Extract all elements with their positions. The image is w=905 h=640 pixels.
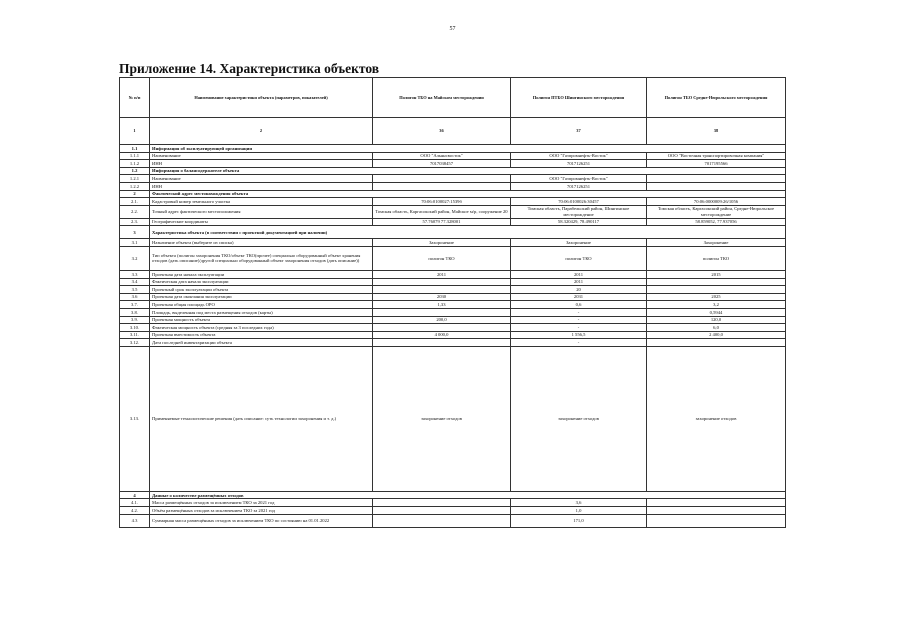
cell-object-2: 20 bbox=[511, 286, 647, 294]
row-label: Фактическая дата начала эксплуатации bbox=[150, 278, 373, 286]
table-row bbox=[120, 514, 786, 527]
column-number-row bbox=[120, 118, 786, 145]
cell-object-3 bbox=[647, 286, 786, 294]
cell-object-2: 7017126251 bbox=[511, 160, 647, 168]
section-title: Информация об эксплуатирующей организации bbox=[150, 145, 786, 153]
table-row bbox=[120, 316, 786, 324]
table-row bbox=[120, 175, 786, 183]
table-row bbox=[120, 239, 786, 247]
cell-object-2: 171,0 bbox=[511, 514, 647, 527]
section-row bbox=[120, 167, 786, 175]
row-number: 3.10. bbox=[120, 324, 150, 332]
table-row bbox=[120, 278, 786, 286]
col-number-name: 2 bbox=[150, 118, 373, 145]
characteristics-table bbox=[119, 77, 786, 528]
row-number: 3.11. bbox=[120, 331, 150, 339]
cell-object-1: 2030 bbox=[373, 293, 511, 301]
row-number: 3.7. bbox=[120, 301, 150, 309]
cell-object-2: 0,6 bbox=[511, 301, 647, 309]
cell-object-1 bbox=[373, 324, 511, 332]
cell-object-2: 1 556,5 bbox=[511, 331, 647, 339]
row-number: 2.1. bbox=[120, 198, 150, 206]
cell-object-2: - bbox=[511, 324, 647, 332]
cell-object-3: захоронение отходов bbox=[647, 346, 786, 491]
cell-object-3 bbox=[647, 507, 786, 515]
row-label: Географические координаты bbox=[150, 218, 373, 226]
row-number: 3.9. bbox=[120, 316, 150, 324]
section-title: Фактический адрес местонахождения объекта bbox=[150, 190, 786, 198]
document-title: Приложение 14. Характеристика объектов bbox=[119, 61, 380, 76]
section-title: Данные о количестве размещённых отходов bbox=[150, 491, 786, 499]
row-label: Точный адрес фактического местоположения bbox=[150, 205, 373, 218]
header-object-3: Полигон ТБО Средне-Нюрольского месторождения bbox=[647, 78, 786, 118]
table-header-row bbox=[120, 78, 786, 118]
row-number: 4 bbox=[120, 491, 150, 499]
row-number: 3.2 bbox=[120, 246, 150, 270]
table-row bbox=[120, 218, 786, 226]
row-label: ИНН bbox=[150, 160, 373, 168]
row-label: Тип объекта (полигон захоронения ТКО/объект ТКО(прочее) специально оборудованный объект хранения отходов (дать описание)/другой специально оборудованный объект захоронения отходов (дать описание)) bbox=[150, 246, 373, 270]
row-number: 3.1 bbox=[120, 239, 150, 247]
cell-object-1: 2011 bbox=[373, 270, 511, 278]
cell-object-2: ООО "Газпромнефть-Восток" bbox=[511, 175, 647, 183]
cell-object-2: 2011 bbox=[511, 278, 647, 286]
table-row bbox=[120, 324, 786, 332]
cell-object-3: ООО "Восточная транспортировочная компания" bbox=[647, 152, 786, 160]
row-number: 3.13. bbox=[120, 346, 150, 491]
header-object-1: Полигон ТБО на Майском месторождении bbox=[373, 78, 511, 118]
cell-object-2: Томская область, Парабельский район, Шингинское месторождение bbox=[511, 205, 647, 218]
row-number: 1.1.1 bbox=[120, 152, 150, 160]
row-number: 1.2.1 bbox=[120, 175, 150, 183]
row-label: Проектная мощность объекта bbox=[150, 316, 373, 324]
cell-object-1: 1,33 bbox=[373, 301, 511, 309]
row-number: 2.3. bbox=[120, 218, 150, 226]
row-number: 1.2 bbox=[120, 167, 150, 175]
row-label: Наименование bbox=[150, 152, 373, 160]
cell-object-3 bbox=[647, 278, 786, 286]
header-num: № п/п bbox=[120, 78, 150, 118]
cell-object-2: захоронение отходов bbox=[511, 346, 647, 491]
cell-object-2: 70:06:0100026:30457 bbox=[511, 198, 647, 206]
row-label: Проектная дата начала эксплуатации bbox=[150, 270, 373, 278]
table-row bbox=[120, 270, 786, 278]
cell-object-1 bbox=[373, 499, 511, 507]
cell-object-3: 2025 bbox=[647, 293, 786, 301]
table-row bbox=[120, 293, 786, 301]
cell-object-3 bbox=[647, 514, 786, 527]
cell-object-2: 2011 bbox=[511, 270, 647, 278]
row-label: Назначение объекта (выберите из списка) bbox=[150, 239, 373, 247]
cell-object-3 bbox=[647, 499, 786, 507]
row-number: 3.5 bbox=[120, 286, 150, 294]
table-row bbox=[120, 339, 786, 347]
row-label: Масса размещённых отходов за исключением ТКО за 2021 год bbox=[150, 499, 373, 507]
cell-object-3: 3,2 bbox=[647, 301, 786, 309]
row-number: 3.4 bbox=[120, 278, 150, 286]
col-number-num: 1 bbox=[120, 118, 150, 145]
cell-object-2: Захоронение bbox=[511, 239, 647, 247]
cell-object-2: 58.320429, 78.490117 bbox=[511, 218, 647, 226]
row-number: 1.1.2 bbox=[120, 160, 150, 168]
cell-object-3: 58.859052, 77.937056 bbox=[647, 218, 786, 226]
row-label: Кадастровый номер земельного участка bbox=[150, 198, 373, 206]
cell-object-1 bbox=[373, 182, 511, 190]
cell-object-3: 70:06:0000009:26/1056 bbox=[647, 198, 786, 206]
cell-object-1 bbox=[373, 278, 511, 286]
table-row bbox=[120, 301, 786, 309]
row-label: Проектная общая площадь ОРО bbox=[150, 301, 373, 309]
row-number: 3.8. bbox=[120, 308, 150, 316]
cell-object-2: - bbox=[511, 339, 647, 347]
col-number-object-2: 37 bbox=[511, 118, 647, 145]
row-number: 3 bbox=[120, 226, 150, 239]
table-row bbox=[120, 499, 786, 507]
table-row bbox=[120, 152, 786, 160]
cell-object-1: 70:06:0100027:1539б bbox=[373, 198, 511, 206]
table-row bbox=[120, 308, 786, 316]
cell-object-3: полигон ТКО bbox=[647, 246, 786, 270]
row-label: Дата последней инвентаризации объекта bbox=[150, 339, 373, 347]
cell-object-1: захоронение отходов bbox=[373, 346, 511, 491]
col-number-object-1: 36 bbox=[373, 118, 511, 145]
cell-object-1: Томская область, Каргасокский район, Майское м/р, сооружение 20 bbox=[373, 205, 511, 218]
header-object-2: Полигон ПТБО Шингинского месторождения bbox=[511, 78, 647, 118]
cell-object-1 bbox=[373, 286, 511, 294]
row-label: Фактическая мощность объекта (средняя за 3 последних года) bbox=[150, 324, 373, 332]
row-label: ИНН bbox=[150, 182, 373, 190]
row-number: 2.2. bbox=[120, 205, 150, 218]
section-row bbox=[120, 491, 786, 499]
cell-object-2: полигон ТКО bbox=[511, 246, 647, 270]
row-number: 3.12. bbox=[120, 339, 150, 347]
cell-object-3: 120,0 bbox=[647, 316, 786, 324]
table-row bbox=[120, 286, 786, 294]
cell-object-3 bbox=[647, 339, 786, 347]
section-title: Информация о балансодержателе объекта bbox=[150, 167, 786, 175]
cell-object-1: полигон ТКО bbox=[373, 246, 511, 270]
cell-object-2: 3,6 bbox=[511, 499, 647, 507]
cell-object-1 bbox=[373, 308, 511, 316]
row-number: 3.3 bbox=[120, 270, 150, 278]
cell-object-3: 7017195566 bbox=[647, 160, 786, 168]
row-number: 1.2.2 bbox=[120, 182, 150, 190]
row-label: Проектный срок эксплуатации объекта bbox=[150, 286, 373, 294]
cell-object-1: 57.76079 77.328001 bbox=[373, 218, 511, 226]
row-number: 4.2. bbox=[120, 507, 150, 515]
section-row bbox=[120, 145, 786, 153]
section-title: Характеристика объекта (в соответствии с проектной документацией при наличии) bbox=[150, 226, 786, 239]
cell-object-1: 200,0 bbox=[373, 316, 511, 324]
row-number: 4.3 bbox=[120, 514, 150, 527]
cell-object-3: 2015 bbox=[647, 270, 786, 278]
table-row bbox=[120, 205, 786, 218]
cell-object-3 bbox=[647, 175, 786, 183]
cell-object-3: Захоронение bbox=[647, 239, 786, 247]
row-number: 1.1 bbox=[120, 145, 150, 153]
row-label: Проектная дата окончания эксплуатации bbox=[150, 293, 373, 301]
cell-object-3: 6,0 bbox=[647, 324, 786, 332]
cell-object-1 bbox=[373, 507, 511, 515]
cell-object-2: ООО "Газпромнефть-Восток" bbox=[511, 152, 647, 160]
cell-object-1 bbox=[373, 339, 511, 347]
section-row bbox=[120, 190, 786, 198]
row-label: Наименование bbox=[150, 175, 373, 183]
cell-object-3: 0,5944 bbox=[647, 308, 786, 316]
cell-object-1: 7017038457 bbox=[373, 160, 511, 168]
row-label: Суммарная масса размещённых отходов за исключением ТКО по состоянию на 01.01.2022 bbox=[150, 514, 373, 527]
section-row bbox=[120, 226, 786, 239]
cell-object-2: 7017126251 bbox=[511, 182, 647, 190]
cell-object-1 bbox=[373, 514, 511, 527]
header-name: Наименование характеристики объекта (параметров, показателей) bbox=[150, 78, 373, 118]
cell-object-2: - bbox=[511, 316, 647, 324]
table-row bbox=[120, 246, 786, 270]
cell-object-2: - bbox=[511, 308, 647, 316]
table-row bbox=[120, 331, 786, 339]
row-label: Применяемые технологические решения (дать описание: суть технологии захоронения и т. д.) bbox=[150, 346, 373, 491]
row-label: Проектная вместимость объекта bbox=[150, 331, 373, 339]
table-row bbox=[120, 507, 786, 515]
table-row bbox=[120, 346, 786, 491]
row-number: 4.1. bbox=[120, 499, 150, 507]
row-label: Объём размещённых отходов за исключением ТКО за 2021 год bbox=[150, 507, 373, 515]
row-number: 3.6 bbox=[120, 293, 150, 301]
page-number: 57 bbox=[449, 26, 456, 32]
cell-object-2: 1,0 bbox=[511, 507, 647, 515]
cell-object-2: 2031 bbox=[511, 293, 647, 301]
table-row bbox=[120, 198, 786, 206]
row-number: 2 bbox=[120, 190, 150, 198]
row-label: Площадь, выделенная под места размещения отходов (карты) bbox=[150, 308, 373, 316]
cell-object-1: 4 000,0 bbox=[373, 331, 511, 339]
cell-object-1 bbox=[373, 175, 511, 183]
cell-object-1: ООО "Альянсвосток" bbox=[373, 152, 511, 160]
cell-object-3: Томская область, Каргасокский район, Средне-Нюрольское месторождение bbox=[647, 205, 786, 218]
cell-object-3 bbox=[647, 182, 786, 190]
table-row bbox=[120, 160, 786, 168]
cell-object-1: Захоронение bbox=[373, 239, 511, 247]
cell-object-3: 2 400,0 bbox=[647, 331, 786, 339]
table-row bbox=[120, 182, 786, 190]
col-number-object-3: 38 bbox=[647, 118, 786, 145]
